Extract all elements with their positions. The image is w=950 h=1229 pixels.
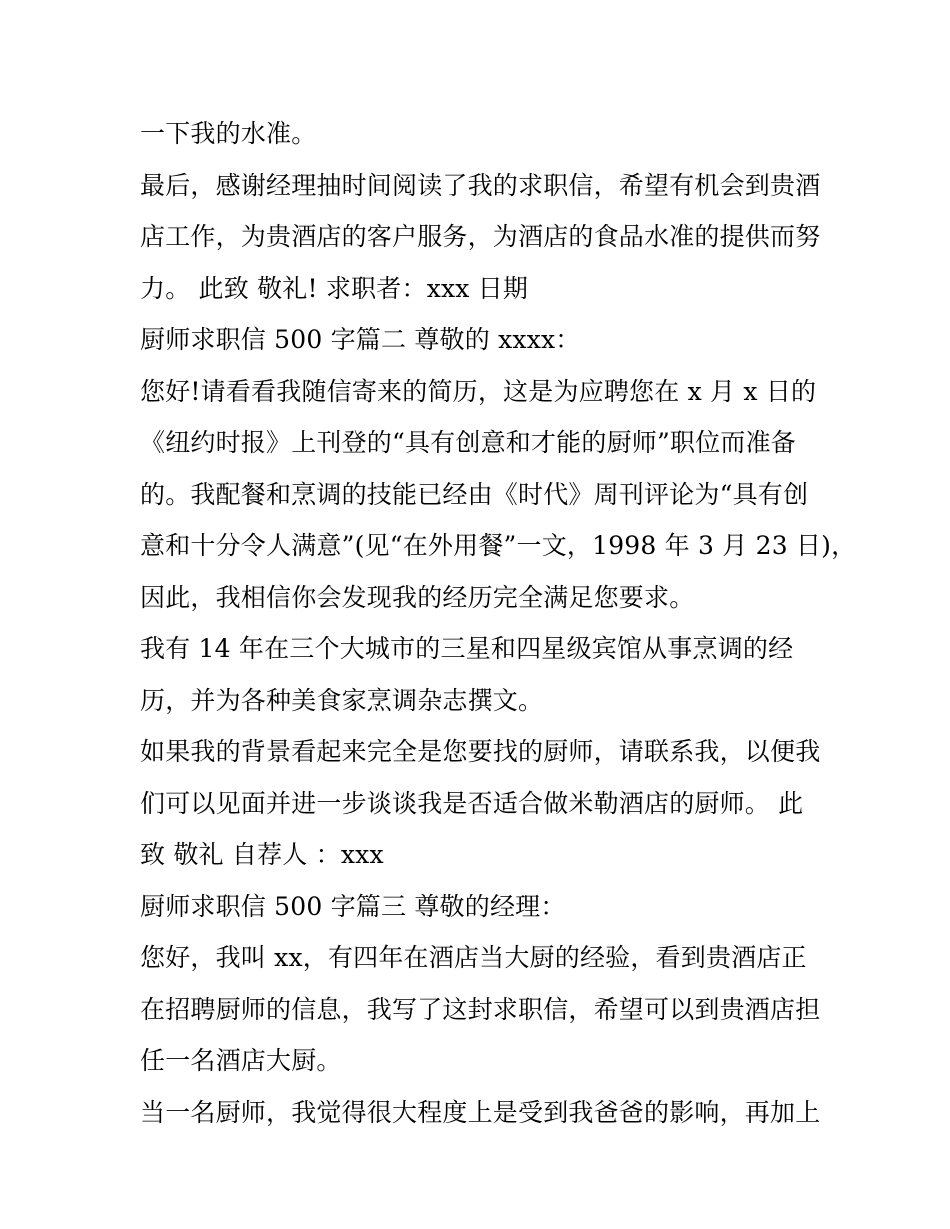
- text-line: 致 敬礼 自荐人 ：xxx: [140, 840, 384, 869]
- document-body: [140, 108, 857, 1138]
- text-line: 历，并为各种美食家烹调杂志撰文。: [140, 685, 544, 715]
- section-heading-line: 厨师求职信 500 字篇三 尊敬的经理：: [140, 891, 566, 921]
- text-line: 意和十分令人满意”(见“在外用餐”一文，1998 年 3 月 23 日)，: [140, 531, 857, 560]
- text-line: 任一名酒店大厨。: [140, 1046, 342, 1075]
- text-line: 您好，我叫 xx，有四年在酒店当大厨的经验，看到贵酒店正: [140, 943, 807, 972]
- section-heading-line: 厨师求职信 500 字篇二 尊敬的 xxxx：: [140, 325, 581, 354]
- text-line: 们可以见面并进一步谈谈我是否适合做米勒酒店的厨师。 此: [140, 788, 804, 818]
- text-line: 店工作，为贵酒店的客户服务，为酒店的食品水准的提供而努: [140, 222, 821, 251]
- text-line: 您好!请看看我随信寄来的简历，这是为应聘您在 x 月 x 日的: [140, 376, 817, 406]
- text-line: 的。我配餐和烹调的技能已经由《时代》周刊评论为“具有创: [140, 479, 809, 509]
- text-line: 力。 此致 敬礼! 求职者：xxx 日期: [140, 273, 529, 303]
- text-line: 最后，感谢经理抽时间阅读了我的求职信，希望有机会到贵酒: [140, 170, 821, 200]
- text-line: 一下我的水准。: [140, 119, 317, 148]
- text-line: 我有 14 年在三个大城市的三星和四星级宾馆从事烹调的经: [140, 634, 794, 663]
- text-line: 因此，我相信你会发现我的经历完全满足您要求。: [140, 582, 695, 612]
- text-line: 当一名厨师，我觉得很大程度上是受到我爸爸的影响，再加上: [140, 1097, 821, 1127]
- text-line: 如果我的背景看起来完全是您要找的厨师，请联系我，以便我: [140, 737, 821, 766]
- text-line: 《纽约时报》上刊登的“具有创意和才能的厨师”职位而准备: [140, 428, 796, 457]
- text-line: 在招聘厨师的信息，我写了这封求职信，希望可以到贵酒店担: [140, 994, 821, 1024]
